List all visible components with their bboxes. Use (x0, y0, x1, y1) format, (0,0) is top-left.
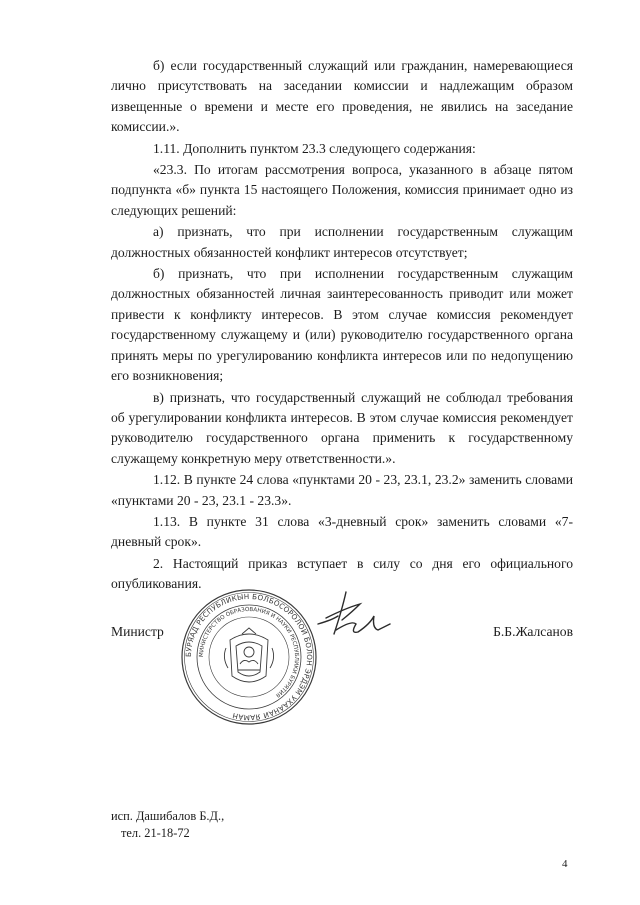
page-number: 4 (562, 858, 568, 870)
paragraph-b-absence: б) если государственный служащий или гражданин, намеревающиеся лично присутствовать на заседании комиссии и надлежащим образом извещенные о времени и месте его проведения, не явились на заседание комиссии.». (111, 58, 573, 135)
seal-outer-text: БУРЯАД РЕСПУБЛИКЫН БОЛБОСОРОЛОЙ БОЛОН ЭРДЭМ УХААНАЙ ЯАМАН (183, 591, 315, 723)
executor-phone: тел. 21-18-72 (121, 826, 190, 840)
paragraph-2-effect: 2. Настоящий приказ вступает в силу со дня его официального опубликования. (111, 555, 573, 592)
paragraph-23-3: «23.3. По итогам рассмотрения вопроса, указанного в абзаце пятом подпункта «б» пункта 15 настоящего Положения, комиссия принимает одно из следующих решений: (111, 162, 573, 218)
handwritten-signature (312, 590, 392, 642)
paragraph-1-13: 1.13. В пункте 31 слова «3-дневный срок» заменить словами «7-дневный срок». (111, 513, 573, 550)
official-seal (180, 588, 318, 726)
signatory-name: Б.Б.Жалсанов (493, 624, 573, 639)
paragraph-decision-b: б) признать, что при исполнении государственным служащим должностных обязанностей личная заинтересованность приводит или может привести к конфликту интересов. В этом случае комиссия рекомендует государственному служащему и (или) руководителю государственного органа принять меры по урегулированию конфликта интересов или по недопущению его возникновения; (111, 266, 573, 384)
executor-info (111, 808, 224, 842)
paragraph-1-11: 1.11. Дополнить пунктом 23.3 следующего содержания: (153, 140, 476, 156)
paragraph-1-12: 1.12. В пункте 24 слова «пунктами 20 - 23, 23.1, 23.2» заменить словами «пунктами 20 - 23, 23.1 - 23.3». (111, 472, 573, 508)
paragraph-decision-a: а) признать, что при исполнении государственным служащим должностных обязанностей конфликт интересов отсутствует; (111, 224, 573, 260)
paragraph-decision-v: в) признать, что государственный служащий не соблюдал требования об урегулировании конфликта интересов. В этом случае комиссия рекомендует руководителю государственного органа применить к государственному служащему конкретную меру ответственности.». (111, 389, 573, 466)
coat-of-arms-icon (224, 628, 273, 682)
executor-name: исп. Дашибалов Б.Д., (111, 809, 225, 823)
seal-inner-text: МИНИСТЕРСТВО ОБРАЗОВАНИЯ И НАУКИ РЕСПУБЛИКИ БУРЯТИЯ (198, 606, 300, 698)
document-body (111, 56, 573, 595)
signatory-title: Министр (111, 624, 164, 639)
